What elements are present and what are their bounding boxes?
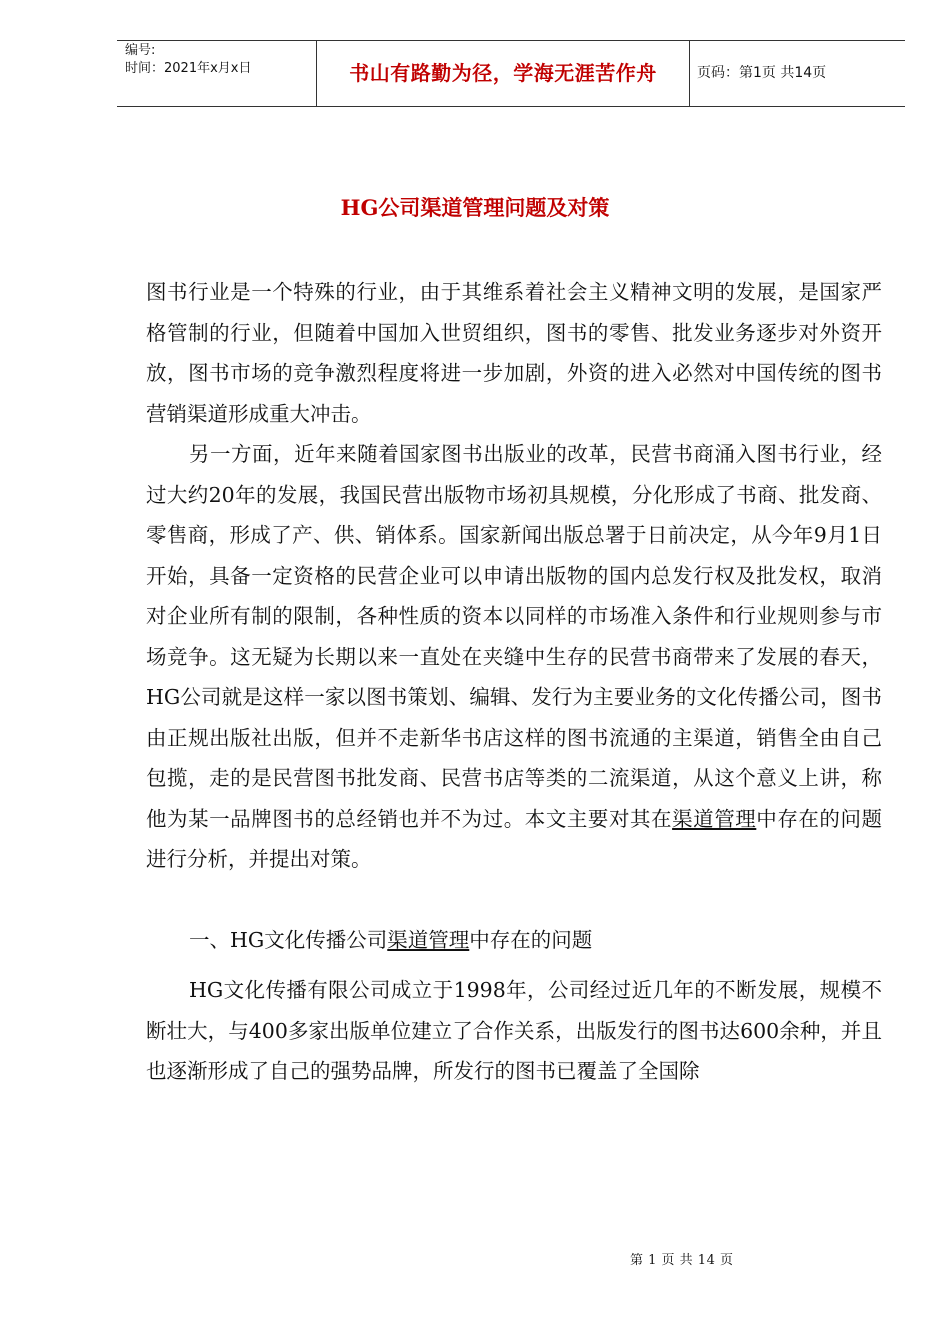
paragraph-2-text-b: 中存在的问题进行分析，并提出对策。: [146, 806, 883, 871]
page-footer: 第 1 页 共 14 页: [630, 1253, 734, 1268]
paragraph-1: 图书行业是一个特殊的行业，由于其维系着社会主义精神文明的发展，是国家严格管制的行业，但随着中国加入世贸组织，图书的零售、批发业务逐步对外资开放，图书市场的竞争激烈程度将进一步加剧，外资的进入必然对中国传统的图书营销渠道形成重大冲击。: [146, 280, 882, 426]
number-label: 编号:: [125, 43, 156, 58]
paragraph-3: HG文化传播有限公司成立于1998年，公司经过近几年的不断发展，规模不断壮大，与400多家出版单位建立了合作关系，出版发行的图书达600余种，并且也逐渐形成了自己的强势品牌，所发行的图书已覆盖了全国除: [146, 978, 882, 1083]
document-title: HG公司渠道管理问题及对策: [340, 195, 610, 220]
header-meta: [117, 41, 317, 106]
section-1-heading: [146, 920, 882, 961]
document-header: [117, 40, 905, 107]
paragraph-2-text-a: 另一方面，近年来随着国家图书出版业的改革，民营书商涌入图书行业，经过大约20年的发展，我国民营出版物市场初具规模，分化形成了书商、批发商、零售商，形成了产、供、销体系。国家新闻出版总署于日前决定，从今年9月1日开始，具备一定资格的民营企业可以申请出版物的国内总发行权及批发权，取消对企业所有制的限制，各种性质的资本以同样的市场准入条件和行业规则参与市场竞争。这无疑为长期以来一直处在夹缝中生存的民营书商带来了发展的春天，HG公司就是这样一家以图书策划、编辑、发行为主要业务的文化传播公司，图书由正规出版社出版，但并不走新华书店这样的图书流通的主渠道，销售全由自己包揽，走的是民营图书批发商、民营书店等类的二流渠道，从这个意义上讲，称他为某一品牌图书的总经销也并不为过。本文主要对其在: [146, 442, 882, 831]
time-label: 时间：2021年x月x日: [125, 61, 252, 76]
document-body: [146, 272, 882, 1092]
section-1-channel-management-link[interactable]: 渠道管理: [387, 927, 470, 952]
section-1-text-a: 一、HG文化传播公司: [189, 927, 388, 952]
section-1-text-b: 中存在的问题: [469, 927, 593, 952]
channel-management-link[interactable]: 渠道管理: [672, 806, 757, 831]
paragraph-2: [146, 434, 882, 880]
header-motto: 书山有路勤为径，学海无涯苦作舟: [316, 41, 690, 106]
header-page-info: 页码：第1页 共14页: [697, 65, 827, 81]
